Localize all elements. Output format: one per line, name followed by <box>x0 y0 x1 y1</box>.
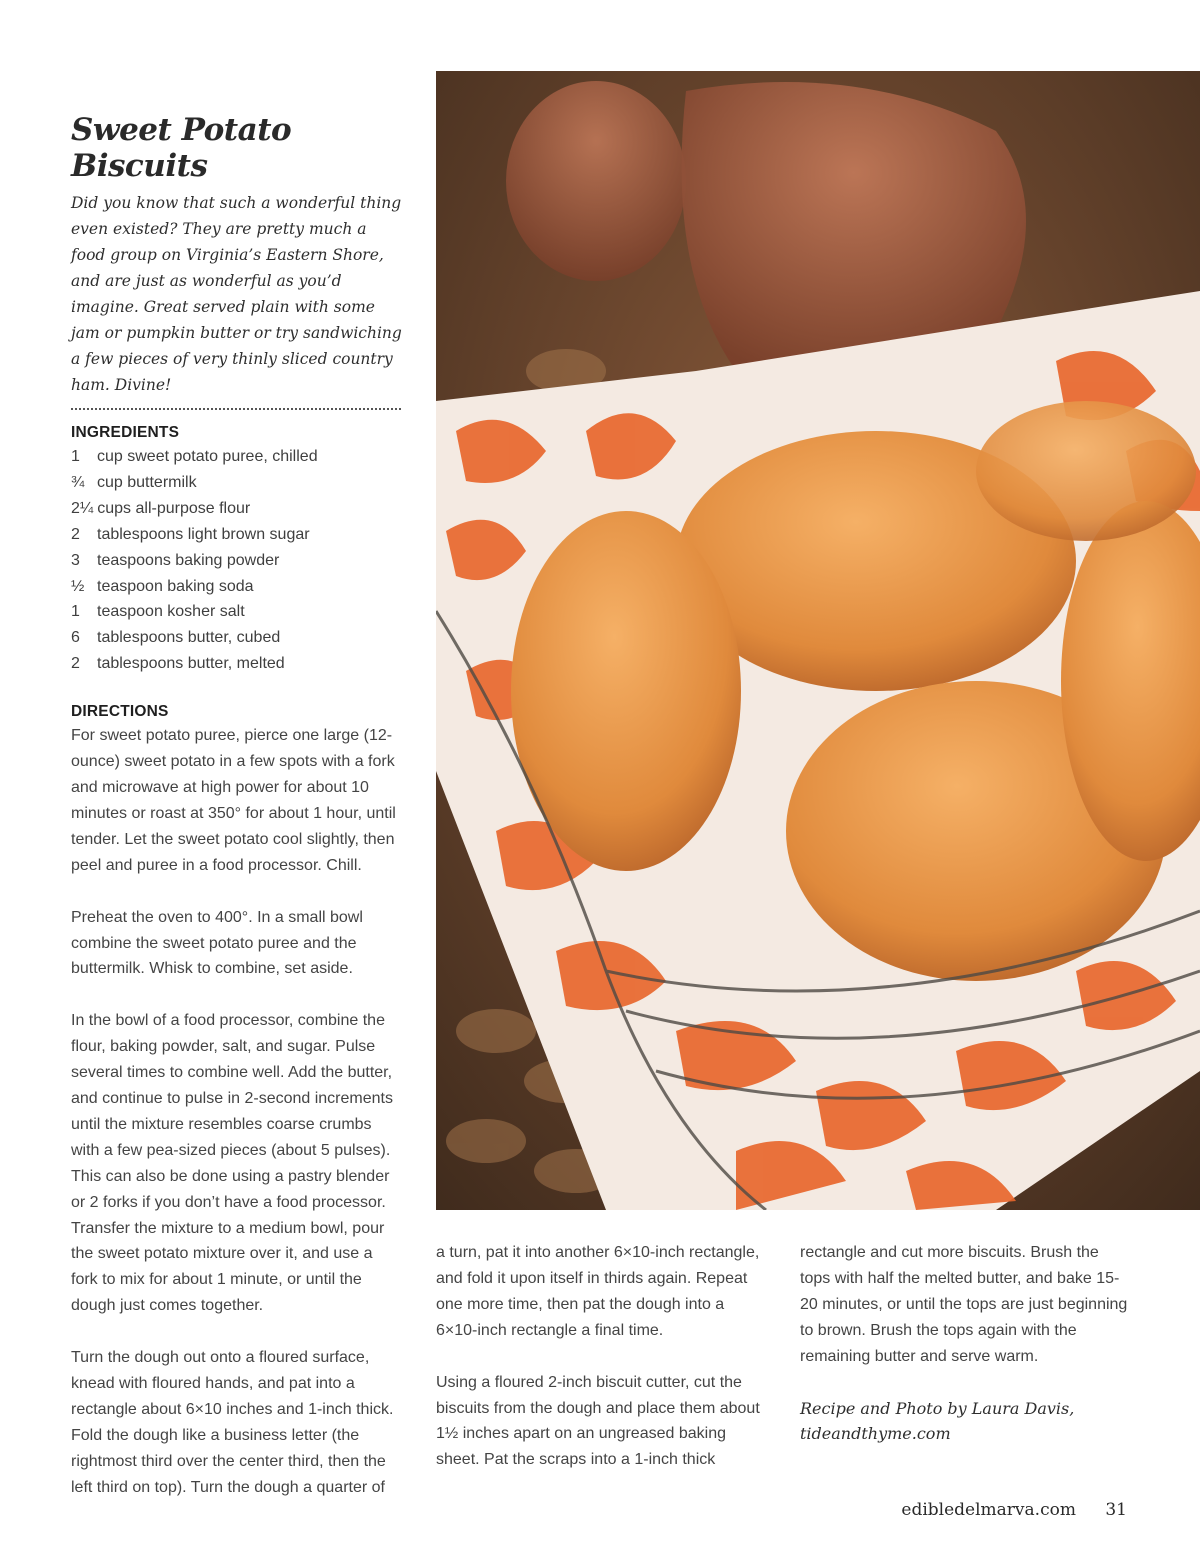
ingredient-text: teaspoon baking soda <box>97 577 254 595</box>
ingredient-qty: 6 <box>71 629 80 647</box>
directions-step-4: Turn the dough out onto a floured surface, knead with floured hands, and pat into a rectangle about 6×10 inches and 1-inch thick. Fold the dough like a business letter (the rightmost third over the center third, then the left third on top). Turn the dough a quarter of <box>71 1349 394 1496</box>
recipe-intro: Did you know that such a wonderful thing even existed? They are pretty much a food group on Virginia’s Eastern Shore, and are just as wonderful as you’d imagine. Great served plain with some jam or pumpkin butter or try sandwiching a few pieces of very thinly sliced country ham. Divine! <box>71 194 402 394</box>
directions-step-5: a turn, pat it into another 6×10-inch rectangle, and fold it upon itself in thirds again. Repeat one more time, then pat the dough into a 6×10-inch rectangle a final time. <box>436 1244 760 1339</box>
directions-step-1: For sweet potato puree, pierce one large (12-ounce) sweet potato in a few spots with a fork and microwave at high power for about 10 minutes or roast at 350° for about 1 hour, until tender. Let the sweet potato cool slightly, then peel and puree in a food processor. Chill. <box>71 727 396 874</box>
ingredient-qty: 1 <box>71 448 80 465</box>
ingredient-item <box>71 548 403 574</box>
ingredients-heading: INGREDIENTS <box>71 424 180 441</box>
directions-step-7: rectangle and cut more biscuits. Brush the tops with half the melted butter, and bake 15-20 minutes, or until the tops are just beginning to brown. Brush the tops again with the remaining butter and serve warm. <box>800 1244 1128 1365</box>
ingredient-qty: 1 <box>71 603 80 621</box>
dotted-divider <box>71 408 401 410</box>
middle-column <box>436 1240 766 1473</box>
page-number: 31 <box>1105 1500 1127 1520</box>
page-footer <box>901 1500 1127 1520</box>
ingredient-item <box>71 444 403 470</box>
ingredient-item <box>71 625 403 651</box>
ingredient-item <box>71 599 403 625</box>
ingredient-text: cup buttermilk <box>97 473 197 491</box>
credit-website: tideandthyme.com <box>800 1424 951 1444</box>
ingredients-list <box>71 444 403 677</box>
ingredient-qty: ½ <box>71 577 85 595</box>
ingredient-text: tablespoons light brown sugar <box>97 525 310 543</box>
ingredient-item <box>71 574 403 600</box>
recipe-title: Sweet Potato Biscuits <box>71 112 292 184</box>
ingredient-text: tablespoons butter, melted <box>97 655 285 673</box>
directions-step-3: In the bowl of a food processor, combine the flour, baking powder, salt, and sugar. Pulse several times to combine well. Add the butter, and continue to pulse in 2-second increments until the mixture resembles coarse crumbs with a few pea-sized pieces (about 5 pulses). This can also be done using a pastry blender or 2 forks if you don’t have a food processor. Transfer the mixture to a medium bowl, pour the sweet potato mixture over it, and use a fork to mix for about 1 minute, or until the dough just comes together. <box>71 1012 393 1315</box>
directions-step-6: Using a floured 2-inch biscuit cutter, cut the biscuits from the dough and place them about 1½ inches apart on an ungreased baking sheet. Pat the scraps into a 1-inch thick <box>436 1373 760 1469</box>
ingredient-item <box>71 522 403 548</box>
footer-site: edibledelmarva.com <box>901 1500 1076 1520</box>
ingredient-text: cup sweet potato puree, chilled <box>97 448 318 465</box>
right-column <box>800 1240 1130 1447</box>
ingredient-text: teaspoon kosher salt <box>97 603 245 621</box>
ingredient-qty: 2 <box>71 655 80 673</box>
ingredient-text: teaspoons baking powder <box>97 551 280 569</box>
left-column <box>71 112 403 1501</box>
ingredient-item <box>71 470 403 496</box>
ingredient-qty: 3 <box>71 551 80 569</box>
ingredient-qty: 2 <box>71 525 80 543</box>
ingredient-item <box>71 651 403 677</box>
biscuits-photo <box>436 71 1200 1210</box>
directions-heading: DIRECTIONS <box>71 703 169 721</box>
biscuits-photo-illustration <box>436 71 1200 1210</box>
ingredient-item <box>71 496 403 522</box>
ingredient-text: cups all-purpose flour <box>97 499 251 517</box>
ingredient-qty: ¾ <box>71 473 85 491</box>
credit-author: Recipe and Photo by Laura Davis, <box>800 1398 1075 1418</box>
directions-step-2: Preheat the oven to 400°. In a small bowl combine the sweet potato puree and the buttermilk. Whisk to combine, set aside. <box>71 908 363 978</box>
ingredient-text: tablespoons butter, cubed <box>97 629 281 647</box>
recipe-credit <box>800 1396 1130 1448</box>
ingredient-qty: 2¼ <box>71 499 94 517</box>
